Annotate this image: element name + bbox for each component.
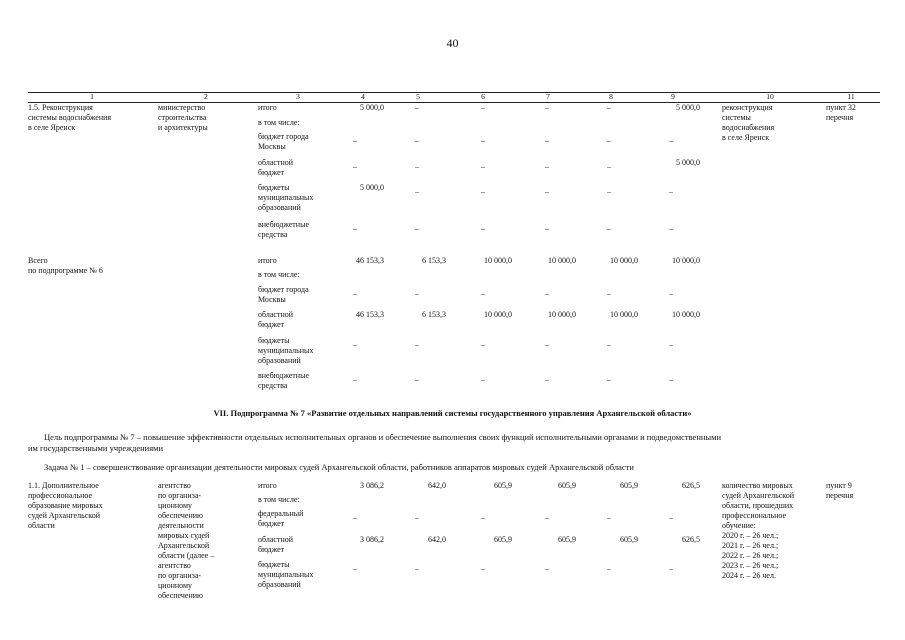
block2-funding-label: средства	[258, 381, 288, 390]
block2-value: –	[607, 375, 611, 384]
block1-result: реконструкция	[722, 103, 773, 112]
block3-responsible: мировых судей	[158, 531, 210, 540]
block3-result: профессиональное	[722, 511, 787, 520]
block1-funding-label: в том числе:	[258, 118, 300, 127]
block3-reference: перечня	[826, 491, 854, 500]
block1-value: 5 000,0	[676, 103, 700, 112]
block2-value: 10 000,0	[610, 310, 638, 319]
block2-value: 10 000,0	[484, 256, 512, 265]
block3-responsible: деятельности	[158, 521, 204, 530]
block3-responsible: агентство	[158, 561, 191, 570]
column-header-6: 6	[481, 92, 485, 101]
block3-responsible: по организа-	[158, 491, 202, 500]
block2-value: 6 153,3	[422, 256, 446, 265]
block2-funding-label: итого	[258, 256, 277, 265]
block3-value: –	[481, 513, 485, 522]
block2-funding-label: областной	[258, 310, 294, 319]
block2-funding-label: бюджет города	[258, 285, 309, 294]
block2-value: 10 000,0	[610, 256, 638, 265]
block3-value: –	[415, 564, 419, 573]
page-number: 40	[446, 36, 459, 50]
block1-funding-label: Москвы	[258, 142, 286, 151]
block3-value: 3 086,2	[360, 535, 384, 544]
block3-value: –	[353, 513, 357, 522]
block2-value: –	[353, 289, 357, 298]
block3-result: количество мировых	[722, 481, 793, 490]
block3-result: 2020 г. – 26 чел.;	[722, 531, 779, 540]
block3-value: 642,0	[428, 535, 446, 544]
block2-work-name: по подпрограмме № 6	[28, 266, 103, 275]
block1-work-name: системы водоснабжения	[28, 113, 112, 122]
block1-value: –	[607, 224, 611, 233]
block1-value: –	[481, 136, 485, 145]
block3-result: области, прошедших	[722, 501, 794, 510]
block1-value: –	[607, 136, 611, 145]
column-header-4: 4	[361, 92, 365, 101]
block1-value: –	[607, 162, 611, 171]
block1-value: –	[415, 103, 419, 112]
block2-funding-label: Москвы	[258, 295, 286, 304]
block2-value: –	[545, 340, 549, 349]
block3-value: 605,9	[620, 535, 638, 544]
block1-value: 5 000,0	[360, 103, 384, 112]
block1-value: –	[481, 224, 485, 233]
block3-funding-label: в том числе:	[258, 495, 300, 504]
block2-value: –	[481, 375, 485, 384]
block2-funding-label: образований	[258, 356, 301, 365]
block3-responsible: области (далее –	[158, 551, 215, 560]
task-paragraph: Задача № 1 – совершенствование организации деятельности мировых судей Архангельской области, работников аппаратов мировых судей Архангельской области	[44, 462, 634, 472]
block3-funding-label: бюджет	[258, 519, 285, 528]
block3-value: 605,9	[494, 481, 512, 490]
block1-value: 5 000,0	[360, 183, 384, 192]
block3-result: 2024 г. – 26 чел.	[722, 571, 776, 580]
block3-value: 605,9	[620, 481, 638, 490]
block2-value: –	[415, 340, 419, 349]
block3-value: 605,9	[494, 535, 512, 544]
column-header-1: 1	[90, 92, 94, 101]
block2-value: –	[481, 340, 485, 349]
block3-work-name: области	[28, 521, 55, 530]
block1-value: –	[669, 136, 673, 145]
block1-funding-label: муниципальных	[258, 193, 314, 202]
block3-work-name: профессиональное	[28, 491, 93, 500]
block2-value: –	[607, 289, 611, 298]
block3-value: –	[669, 564, 673, 573]
block2-value: –	[481, 289, 485, 298]
block3-responsible: обеспечению	[158, 511, 204, 520]
block3-result: судей Архангельской	[722, 491, 795, 500]
block1-value: –	[545, 187, 549, 196]
block2-funding-label: бюджеты	[258, 336, 290, 345]
block1-value: –	[545, 224, 549, 233]
block2-value: –	[545, 375, 549, 384]
table-header-row	[28, 92, 880, 103]
block1-value: –	[415, 162, 419, 171]
column-header-9: 9	[671, 92, 675, 101]
block3-funding-label: образований	[258, 580, 301, 589]
block2-funding-label: в том числе:	[258, 270, 300, 279]
block1-funding-label: образований	[258, 203, 301, 212]
block3-value: –	[415, 513, 419, 522]
block1-value: –	[545, 136, 549, 145]
block1-responsible: строительства	[158, 113, 207, 122]
block1-value: 5 000,0	[676, 158, 700, 167]
block1-funding-label: областной	[258, 158, 294, 167]
block3-value: 605,9	[558, 481, 576, 490]
block3-result: 2021 г. – 26 чел.;	[722, 541, 779, 550]
block1-value: –	[481, 187, 485, 196]
block3-responsible: ционному	[158, 581, 193, 590]
block2-value: 46 153,3	[356, 256, 384, 265]
block3-value: 605,9	[558, 535, 576, 544]
block3-value: –	[353, 564, 357, 573]
block2-value: –	[353, 340, 357, 349]
block2-value: 10 000,0	[548, 256, 576, 265]
block1-value: –	[415, 136, 419, 145]
block1-value: –	[415, 224, 419, 233]
column-header-10: 10	[766, 92, 774, 101]
block1-value: –	[607, 103, 611, 112]
block3-work-name: 1.1. Дополнительное	[28, 481, 99, 490]
block1-value: –	[545, 103, 549, 112]
block2-value: –	[669, 375, 673, 384]
block3-funding-label: итого	[258, 481, 277, 490]
block1-responsible: министерство	[158, 103, 206, 112]
goal-text-line-2: им государственными учреждениями	[28, 443, 164, 453]
block2-value: –	[545, 289, 549, 298]
block3-responsible: обеспечению	[158, 591, 204, 600]
block2-value: –	[669, 340, 673, 349]
block3-funding-label: муниципальных	[258, 570, 314, 579]
block3-value: –	[481, 564, 485, 573]
block1-work-name: 1.5. Реконструкция	[28, 103, 93, 112]
block1-result: в селе Яренск	[722, 133, 770, 142]
section-heading: VII. Подпрограмма № 7 «Развитие отдельных направлений системы государственного управления Архангельской области»	[213, 408, 692, 418]
block3-funding-label: бюджеты	[258, 560, 290, 569]
block3-responsible: ционному	[158, 501, 193, 510]
block3-value: –	[545, 564, 549, 573]
column-header-2: 2	[204, 92, 208, 101]
block2-funding-label: муниципальных	[258, 346, 314, 355]
block3-value: 626,5	[682, 481, 700, 490]
block3-value: –	[669, 513, 673, 522]
block1-value: –	[415, 187, 419, 196]
block1-funding-label: средства	[258, 230, 288, 239]
block3-work-name: судей Архангельской	[28, 511, 101, 520]
block3-value: 626,5	[682, 535, 700, 544]
column-header-11: 11	[847, 92, 855, 101]
block1-value: –	[481, 103, 485, 112]
block3-value: –	[545, 513, 549, 522]
block3-funding-label: федеральный	[258, 509, 304, 518]
block1-work-name: в селе Яренск	[28, 123, 76, 132]
block1-value: –	[353, 224, 357, 233]
block2-value: –	[669, 289, 673, 298]
block1-value: –	[545, 162, 549, 171]
block1-value: –	[669, 187, 673, 196]
block1-value: –	[353, 162, 357, 171]
goal-text-line-1: Цель подпрограммы № 7 – повышение эффективности отдельных исполнительных органов и обеспечение выполнения своих функций исполнительными органами и подведомственными	[44, 432, 722, 442]
block3-value: –	[607, 513, 611, 522]
column-header-8: 8	[609, 92, 613, 101]
block2-value: –	[353, 375, 357, 384]
block2-value: 10 000,0	[672, 256, 700, 265]
block3-work-name: образование мировых	[28, 501, 103, 510]
block3-result: 2023 г. – 26 чел.;	[722, 561, 779, 570]
block2-work-name: Всего	[28, 256, 48, 265]
block1-value: –	[481, 162, 485, 171]
block3-value: –	[607, 564, 611, 573]
block2-value: 6 153,3	[422, 310, 446, 319]
block2-value: 10 000,0	[548, 310, 576, 319]
column-header-3: 3	[296, 92, 300, 101]
block2-value: 10 000,0	[484, 310, 512, 319]
block1-reference: пункт 32	[826, 103, 856, 112]
block1-value: –	[353, 136, 357, 145]
block3-result: обучение:	[722, 521, 756, 530]
block3-responsible: агентство	[158, 481, 191, 490]
block3-value: 642,0	[428, 481, 446, 490]
block2-value: –	[607, 340, 611, 349]
block2-value: 46 153,3	[356, 310, 384, 319]
block3-reference: пункт 9	[826, 481, 852, 490]
block3-result: 2022 г. – 26 чел.;	[722, 551, 779, 560]
block3-responsible: Архангельской	[158, 541, 210, 550]
block2-value: 10 000,0	[672, 310, 700, 319]
block2-value: –	[415, 375, 419, 384]
block3-value: 3 086,2	[360, 481, 384, 490]
block1-reference: перечня	[826, 113, 854, 122]
block1-value: –	[669, 224, 673, 233]
goal-paragraph	[28, 432, 888, 454]
block3-funding-label: областной	[258, 535, 294, 544]
block3-responsible: по организа-	[158, 571, 202, 580]
block1-funding-label: бюджет города	[258, 132, 309, 141]
block1-funding-label: бюджет	[258, 168, 285, 177]
block1-funding-label: внебюджетные	[258, 220, 309, 229]
column-header-7: 7	[546, 92, 550, 101]
block2-value: –	[415, 289, 419, 298]
block2-funding-label: бюджет	[258, 320, 285, 329]
block1-funding-label: бюджеты	[258, 183, 290, 192]
block3-funding-label: бюджет	[258, 545, 285, 554]
block1-result: системы	[722, 113, 751, 122]
column-header-5: 5	[416, 92, 420, 101]
block1-result: водоснабжения	[722, 123, 775, 132]
block1-responsible: и архитектуры	[158, 123, 208, 132]
block1-value: –	[607, 187, 611, 196]
block2-funding-label: внебюджетные	[258, 371, 309, 380]
block1-funding-label: итого	[258, 103, 277, 112]
